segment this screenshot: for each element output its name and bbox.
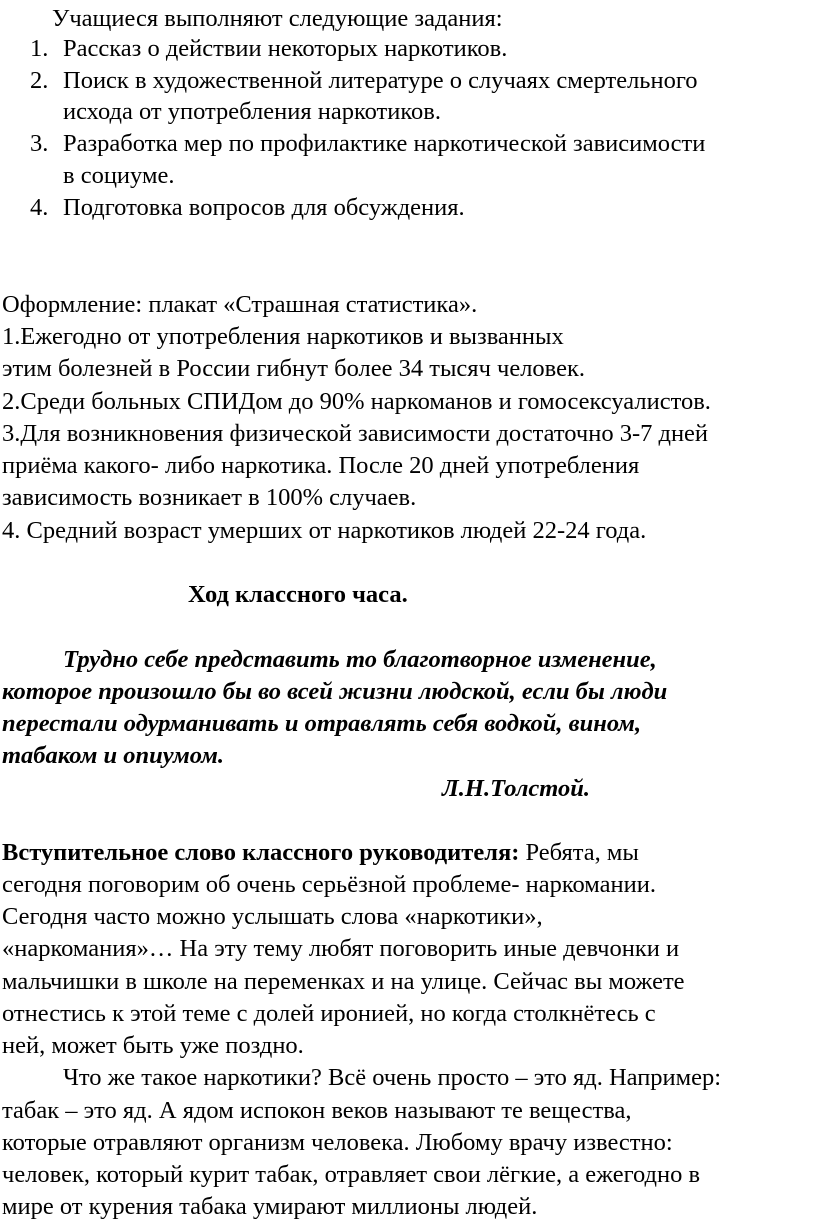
speech-line: сегодня поговорим об очень серьёзной проблеме- наркомании.: [2, 871, 656, 898]
poster-line: этим болезней в России гибнут более 34 тысяч человек.: [2, 355, 586, 382]
lesson-title: Ход классного часа.: [188, 581, 408, 608]
epigraph-line: которое произошло бы во всей жизни людской, если бы люди: [2, 678, 668, 705]
speech-line: «наркомания»… На эту тему любят поговорить иные девчонки и: [2, 935, 680, 962]
task-number: 2.: [30, 67, 49, 94]
task-item: Разработка мер по профилактике наркотической зависимости: [63, 130, 706, 157]
speech-line: которые отравляют организм человека. Любому врачу известно:: [2, 1129, 673, 1156]
task-number: 4.: [30, 194, 49, 221]
speech-line: ней, может быть уже поздно.: [2, 1032, 304, 1059]
speech-first-line: [2, 838, 639, 868]
speech-text: Ребята, мы: [519, 839, 639, 866]
speech-line: отнестись к этой теме с долей иронией, но когда столкнётесь с: [2, 1000, 656, 1027]
epigraph-line: перестали одурманивать и отравлять себя водкой, вином,: [2, 710, 642, 737]
poster-line: 2.Среди больных СПИДом до 90% наркоманов и гомосексуалистов.: [2, 388, 711, 415]
speech-label: Вступительное слово классного руководителя:: [2, 839, 520, 866]
speech-line: Сегодня часто можно услышать слова «наркотики»,: [2, 903, 543, 930]
tasks-intro: Учащиеся выполняют следующие задания:: [52, 5, 503, 32]
speech-line: мальчишки в школе на переменках и на улице. Сейчас вы можете: [2, 968, 685, 995]
poster-line: приёма какого- либо наркотика. После 20 дней употребления: [2, 452, 640, 479]
speech-line: мире от курения табака умирают миллионы людей.: [2, 1193, 538, 1220]
speech-line: табак – это яд. А ядом испокон веков называют те вещества,: [2, 1097, 632, 1124]
poster-line: зависимость возникает в 100% случаев.: [2, 484, 417, 511]
task-item-continuation: исхода от употребления наркотиков.: [63, 98, 441, 125]
task-item: Рассказ о действии некоторых наркотиков.: [63, 35, 508, 62]
task-item: Подготовка вопросов для обсуждения.: [63, 194, 465, 221]
poster-heading: Оформление: плакат «Страшная статистика».: [2, 291, 478, 318]
speech-paragraph-start: Что же такое наркотики? Всё очень просто – это яд. Например:: [63, 1064, 722, 1091]
task-item: Поиск в художественной литературе о случаях смертельного: [63, 67, 698, 94]
speech-line: человек, который курит табак, отравляет свои лёгкие, а ежегодно в: [2, 1161, 701, 1188]
poster-line: 1.Ежегодно от употребления наркотиков и вызванных: [2, 323, 564, 350]
task-item-continuation: в социуме.: [63, 162, 175, 189]
poster-line: 3.Для возникновения физической зависимости достаточно 3-7 дней: [2, 420, 709, 447]
task-number: 3.: [30, 130, 49, 157]
task-number: 1.: [30, 35, 49, 62]
poster-line: 4. Средний возраст умерших от наркотиков людей 22-24 года.: [2, 517, 647, 544]
epigraph-author: Л.Н.Толстой.: [442, 775, 591, 802]
epigraph-line: табаком и опиумом.: [2, 742, 225, 769]
epigraph-line: Трудно себе представить то благотворное изменение,: [63, 646, 657, 673]
